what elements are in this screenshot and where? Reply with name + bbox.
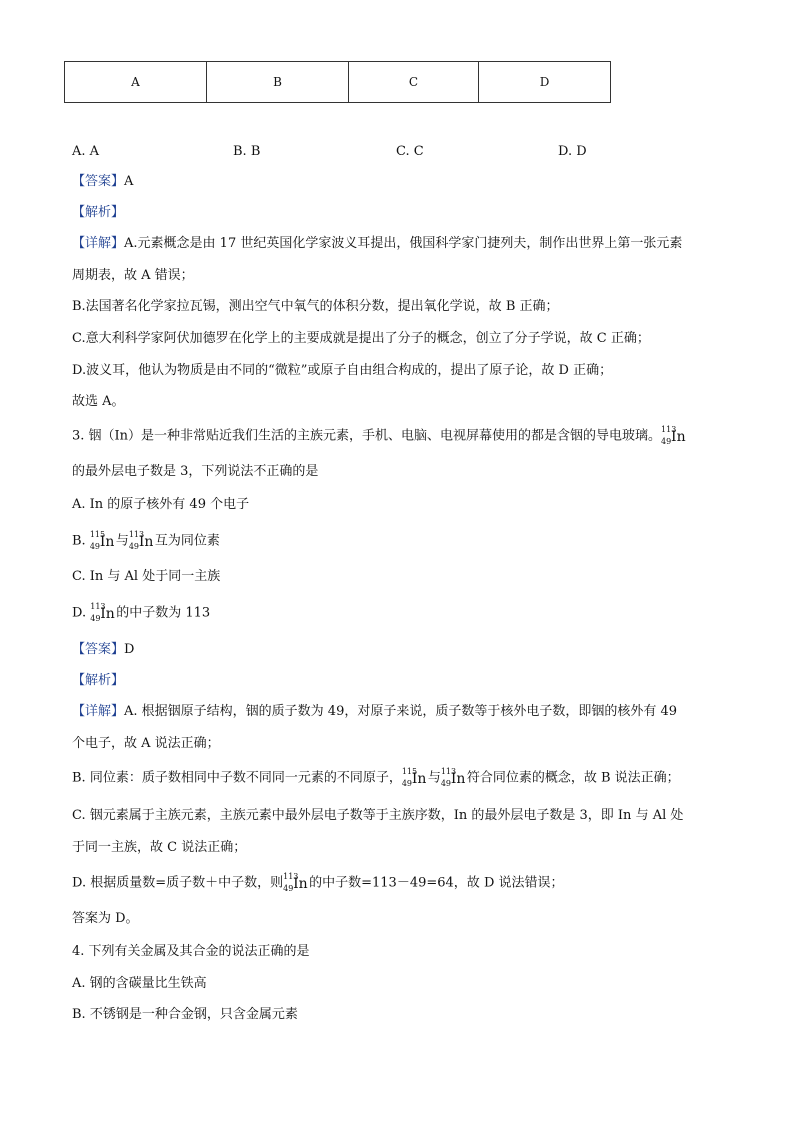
q3-stem-text: 3. 铟（In）是一种非常贴近我们生活的主族元素，手机、电脑、电视屏幕使用的都是含铟的导电玻璃。: [72, 428, 662, 444]
q3-detail-a-1: 【详解】A. 根据铟原子结构，铟的质子数为 49，对原子来说，质子数等于核外电子数，即铟的核外有 49: [72, 704, 678, 719]
q3-stem-line-1: [72, 427, 687, 446]
q3-analysis: [72, 672, 124, 690]
q3-option-a: A. In 的原子核外有 49 个电子: [72, 497, 250, 512]
q2-detail-line-5: D.波义耳，他认为物质是由不同的“微粒”或原子自由组合构成的，提出了原子论，故 D 正确；: [72, 363, 613, 378]
q4-option-b: B. 不锈钢是一种合金钢，只含金属元素: [72, 1007, 298, 1022]
table-cell-b: B: [207, 62, 349, 103]
q2-option-a: A. A: [72, 144, 100, 159]
table-cell-d: D: [479, 62, 611, 103]
nuclide-in-115: 115 49 In: [89, 530, 115, 551]
q2-detail-line-4: C.意大利科学家阿伏加德罗在化学上的主要成就是提出了分子的概念，创立了分子学说，故 C 正确；: [72, 331, 650, 346]
nuclide-in-113: 113 49 In: [661, 425, 686, 446]
q2-detail-line-3: B.法国著名化学家拉瓦锡，测出空气中氧气的体积分数，提出氧化学说，故 B 正确；: [72, 299, 559, 314]
q3-option-d: D. 113 49 In 的中子数为 113: [72, 602, 211, 623]
q2-answer: [72, 173, 133, 191]
nuclide-in-113: 113 49 In: [128, 530, 154, 551]
nuclide-in-115: 115 49 In: [401, 767, 427, 788]
detail-tag: 【详解】: [72, 704, 125, 719]
detail-tag: 【详解】: [72, 236, 125, 251]
answer-value: D: [124, 642, 135, 657]
detail-text: A.元素概念是由 17 世纪英国化学家波义耳提出，俄国科学家门捷列夫，制作出世界上第一张元素: [124, 236, 683, 251]
analysis-tag: 【解析】: [72, 673, 125, 688]
table-cell-a: A: [65, 62, 207, 103]
answer-tag: 【答案】: [72, 174, 125, 189]
table-cell-c: C: [349, 62, 479, 103]
q2-analysis: [72, 204, 124, 222]
q2-option-d: D. D: [558, 144, 587, 159]
q3-detail-d: D. 根据质量数=质子数＋中子数，则 113 49 In 的中子数=113－49=64，故 D 说法错误；: [72, 872, 564, 893]
q3-answer: [72, 641, 134, 659]
q3-stem-line-2: 的最外层电子数是 3，下列说法不正确的是: [72, 464, 319, 479]
q3-option-b: B. 115 49 In 与 113 49 In 互为同位素: [72, 530, 220, 551]
nuclide-in-113: 113 49 In: [90, 602, 115, 623]
q4-option-a: A. 钢的含碳量比生铁高: [72, 976, 207, 991]
answer-tag: 【答案】: [72, 642, 125, 657]
q3-detail-c-2: 于同一主族，故 C 说法正确；: [72, 840, 247, 855]
q4-stem: 4. 下列有关金属及其合金的说法正确的是: [72, 944, 310, 959]
answer-value: A: [124, 174, 134, 189]
analysis-tag: 【解析】: [72, 205, 125, 220]
q2-detail-line-2: 周期表，故 A 错误；: [72, 268, 194, 283]
q2-conclusion: 故选 A。: [72, 394, 125, 409]
q2-detail-line-1: [72, 235, 682, 253]
q2-option-b: B. B: [233, 144, 261, 159]
q3-detail-b: B. 同位素：质子数相同中子数不同同一元素的不同原子， 115 49 In 与 113 49 In 符合同位素的概念，故 B 说法正确；: [72, 767, 680, 788]
q3-option-c: C. In 与 Al 处于同一主族: [72, 569, 221, 584]
q2-option-c: C. C: [396, 144, 424, 159]
nuclide-in-113: 113 49 In: [283, 872, 308, 893]
q3-detail-c-1: C. 铟元素属于主族元素，主族元素中最外层电子数等于主族序数，In 的最外层电子数是 3，即 In 与 Al 处: [72, 808, 684, 823]
q3-conclusion: 答案为 D。: [72, 911, 139, 926]
q3-detail-a-2: 个电子，故 A 说法正确；: [72, 736, 220, 751]
nuclide-in-113: 113 49 In: [440, 767, 466, 788]
options-table: [64, 61, 611, 103]
